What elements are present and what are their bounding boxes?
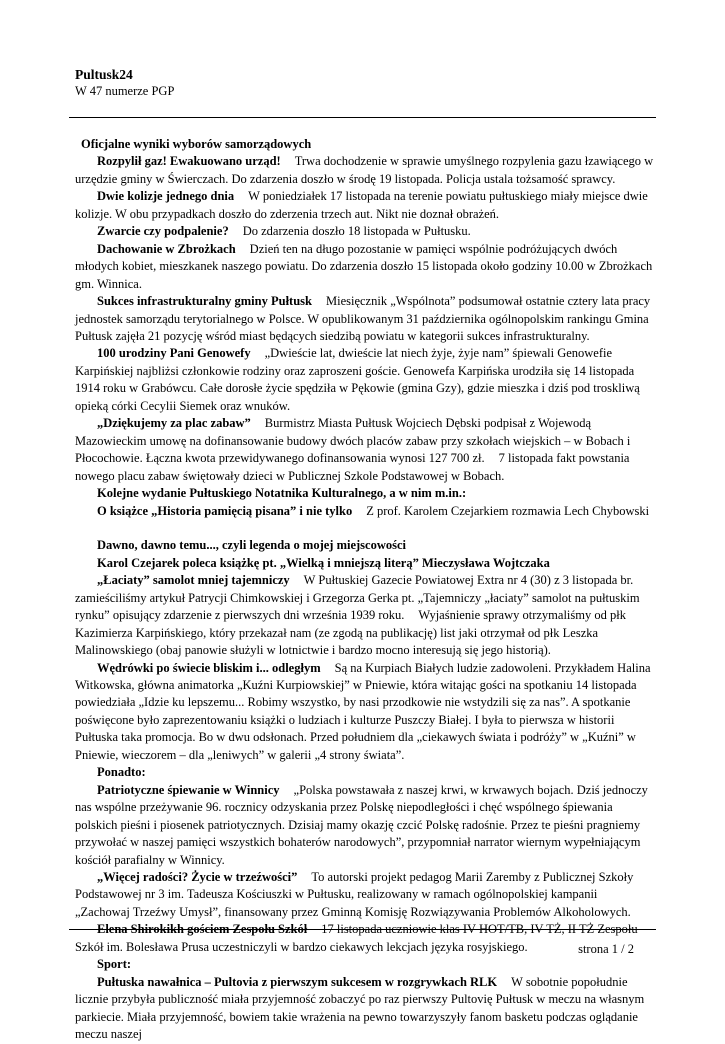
- article-item: [75, 153, 655, 188]
- issue-subtitle: W 47 numerze PGP: [75, 84, 175, 98]
- article-summary: Z prof. Karolem Czejarkiem rozmawia Lech Chybowski: [366, 503, 650, 518]
- article-title: Rozpylił gaz! Ewakuowano urząd!: [97, 154, 281, 169]
- header-divider: [69, 117, 656, 118]
- article-item: [75, 188, 655, 223]
- article-item: [75, 293, 655, 345]
- article-title: Dachowanie w Zbrożkach: [97, 241, 236, 256]
- article-summary: Burmistrz Miasta Pułtusk Wojciech Dębski podpisał z Wojewodą Mazowieckim umowę na dofinansowanie budowy dwóch placów zabaw przy szkołach wiejskich – w Bobach i Płocochowie. Łączna kwota przewidywanego dofinansowania wynosi 127 700 zł.: [75, 416, 631, 466]
- section-heading: [75, 956, 655, 973]
- article-title: O książce „Historia pamięcią pisana” i nie tylko: [97, 503, 353, 518]
- article-item: [75, 415, 655, 485]
- article-item: [75, 660, 655, 765]
- article-summary: W sobotnie popołudnie licznie przybyła publiczność miała przyjemność zobaczyć po raz pierwszy Pultovię Pułtusk w meczu na własnym parkiecie. Miała przyjemność, bowiem takie wrażenia na pewno towarzyszyły fanom basketu podczas oglądanie meczu naszej: [75, 974, 645, 1042]
- article-title: Wędrówki po świecie bliskim i... odległym: [97, 660, 321, 675]
- site-title: Pultusk24: [75, 67, 133, 82]
- article-item: [75, 345, 655, 415]
- article-summary-continued: 7 listopada fakt powstania nowego placu zabaw świętowały dzieci w Publicznej Szkole Podstawowej w Bobach.: [75, 451, 630, 483]
- article-title: „Dziękujemy za plac zabaw”: [97, 416, 251, 431]
- article-title: Karol Czejarek poleca książkę pt. „Wielką i mniejszą literą” Mieczysława Wojtczaka: [97, 555, 550, 570]
- article-summary: Dzień ten na długo pozostanie w pamięci wspólnie podróżujących dwóch młodych kobiet, mieszkanek naszego powiatu. Do zdarzenia doszło 15 listopada około godziny 10.00 w Zbrożkach gm. Winnica.: [75, 241, 653, 291]
- article-summary: „Dwieście lat, dwieście lat niech żyje, żyje nam” śpiewali Genowefie Karpińskiej najbliżsi członkowie rodziny oraz zaproszeni goście. Genowefa Karpińska urodziła się 14 listopada 1914 roku w Grabówcu. Całe dorosłe życie spędziła w Pękowie (gmina Gzy), gdzie mieszka i dziś pod troskliwą opieką córki Cecylii Siemek oraz wnuków.: [75, 346, 640, 413]
- article-item: [75, 503, 655, 520]
- article-title: „Łaciaty” samolot mniej tajemniczy: [97, 573, 290, 588]
- article-item: [75, 572, 655, 659]
- section-label: Sport:: [97, 957, 132, 972]
- article-item: [75, 241, 655, 293]
- article-item: [75, 782, 655, 869]
- page-number: strona 1 / 2: [578, 942, 634, 956]
- article-summary: To autorski projekt pedagog Marii Zaremby z Publicznej Szkoły Podstawowej nr 3 im. Tadeusza Kościuszki w Pułtusku, realizowany w ramach ogólnopolskiej kampanii „Zachowaj Trzeźwy Umysł”, finansowany przez Gminną Komisję Rozwiązywania Problemów Alkoholowych.: [75, 870, 634, 919]
- article-summary: Miesięcznik „Wspólnota” podsumował ostatnie cztery lata pracy jednostek samorządu terytorialnego w Polsce. W opublikowanym 31 października ogólnopolskim rankingu Gmina Pułtusk zajęła 21 pozycję wśród miast będących siedzibą powiatu w kategorii sukces infrastrukturalny.: [75, 294, 651, 343]
- footer-divider: [69, 929, 656, 930]
- article-title: Patriotyczne śpiewanie w Winnicy: [97, 782, 280, 797]
- section-label: Ponadto:: [97, 765, 146, 780]
- article-title: Elena Shirokikh gościem Zespołu Szkół: [97, 922, 308, 937]
- article-summary: W Pułtuskiej Gazecie Powiatowej Extra nr 4 (30) z 3 listopada br. zamieściliśmy artykuł Patrycji Chimkowskiej i Grzegorza Gerka pt. „Tajemniczy „łaciaty” samolot na pułtuskim rynku” opisujący zdarzenie z pierwszych dni września 1939 roku.: [75, 573, 640, 623]
- article-item: [75, 223, 655, 240]
- article-summary: W poniedziałek 17 listopada na terenie powiatu pułtuskiego miały miejsce dwie kolizje. W obu przypadkach doszło do zderzenia trzech aut. Nikt nie doznał obrażeń.: [75, 189, 648, 221]
- article-summary-continued: Wyjaśnienie sprawy otrzymaliśmy od płk Kazimierza Karpińskiego, który przekazał nam (ze zgodą na publikację) list jaki otrzymał od płk Leszka Malinowskiego (obaj panowie służyli w lotnictwie i bardzo mocno interesują się jego historią).: [75, 608, 626, 658]
- document-header: [75, 66, 655, 100]
- article-title: Kolejne wydanie Pułtuskiego Notatnika Kulturalnego, a w nim m.in.:: [97, 486, 467, 501]
- section-gap: [75, 520, 655, 537]
- article-title: Sukces infrastrukturalny gminy Pułtusk: [97, 294, 312, 309]
- article-title: Dwie kolizje jednego dnia: [97, 189, 235, 204]
- article-summary: 17 listopada uczniowie klas IV HOT/TB, IV TŻ, II TŻ Zespołu Szkół im. Bolesława Prusa uczestniczyli w bardzo ciekawych lekcjach języka rosyjskiego.: [75, 922, 638, 954]
- article-item: [75, 537, 655, 554]
- article-title: „Więcej radości? Życie w trzeźwości”: [97, 870, 298, 885]
- article-item: [75, 869, 655, 921]
- article-summary: Do zdarzenia doszło 18 listopada w Pułtusku.: [242, 224, 471, 239]
- article-title: Pułtuska nawałnica – Pultovia z pierwszym sukcesem w rozgrywkach RLK: [97, 974, 498, 989]
- article-item: [75, 974, 655, 1044]
- article-summary: Są na Kurpiach Białych ludzie zadowoleni. Przykładem Halina Witkowska, główna animatorka „Kuźni Kurpiowskiej” w Pniewie, która witając gości na spotkaniu 14 listopada powiedziała „Idzie ku lepszemu... Robimy wszystko, by nasi przodkowie nie wstydzili się za nas”. A spotkanie poświęcone było zaprezentowaniu książki o ludziach i kulturze Puszczy Białej. I była to pierwsza w historii Pułtuska taka promocja. Bo w dwu odsłonach. Przed południem dla „ciekawych świata i podróży” w „Kuźni” w Pniewie, wieczorem – dla „leniwych” w galerii „4 strony świata”.: [75, 660, 651, 762]
- article-item: [75, 555, 655, 572]
- article-title: Oficjalne wyniki wyborów samorządowych: [81, 137, 312, 151]
- article-summary: Trwa dochodzenie w sprawie umyślnego rozpylenia gazu łzawiącego w urzędzie gminy w Świerczach. Do zdarzenia doszło w środę 19 listopada. Policja ustala tożsamość sprawcy.: [75, 154, 654, 186]
- article-title: Zwarcie czy podpalenie?: [97, 224, 229, 239]
- article-summary: „Polska powstawała z naszej krwi, w krwawych bojach. Dziś jednoczy nas wspólne przeżywanie 96. rocznicy odzyskania przez Polskę niepodległości i chęć wspólnego śpiewania polskich pieśni i piosenek patriotycznych. Dzisiaj mamy okazję czcić Polskę radośnie. Przez te pieśni pragniemy przywołać w naszej pamięci wszystkich bohaterów narodowych”, przypomniał narrator wiernym wypełniającym kościół parafialny w Winnicy.: [75, 782, 648, 867]
- article-title: Dawno, dawno temu..., czyli legenda o mojej miejscowości: [97, 538, 406, 553]
- article-item: [75, 136, 655, 153]
- section-heading: [75, 764, 655, 781]
- article-item: [75, 485, 655, 502]
- article-title: 100 urodziny Pani Genowefy: [97, 346, 251, 361]
